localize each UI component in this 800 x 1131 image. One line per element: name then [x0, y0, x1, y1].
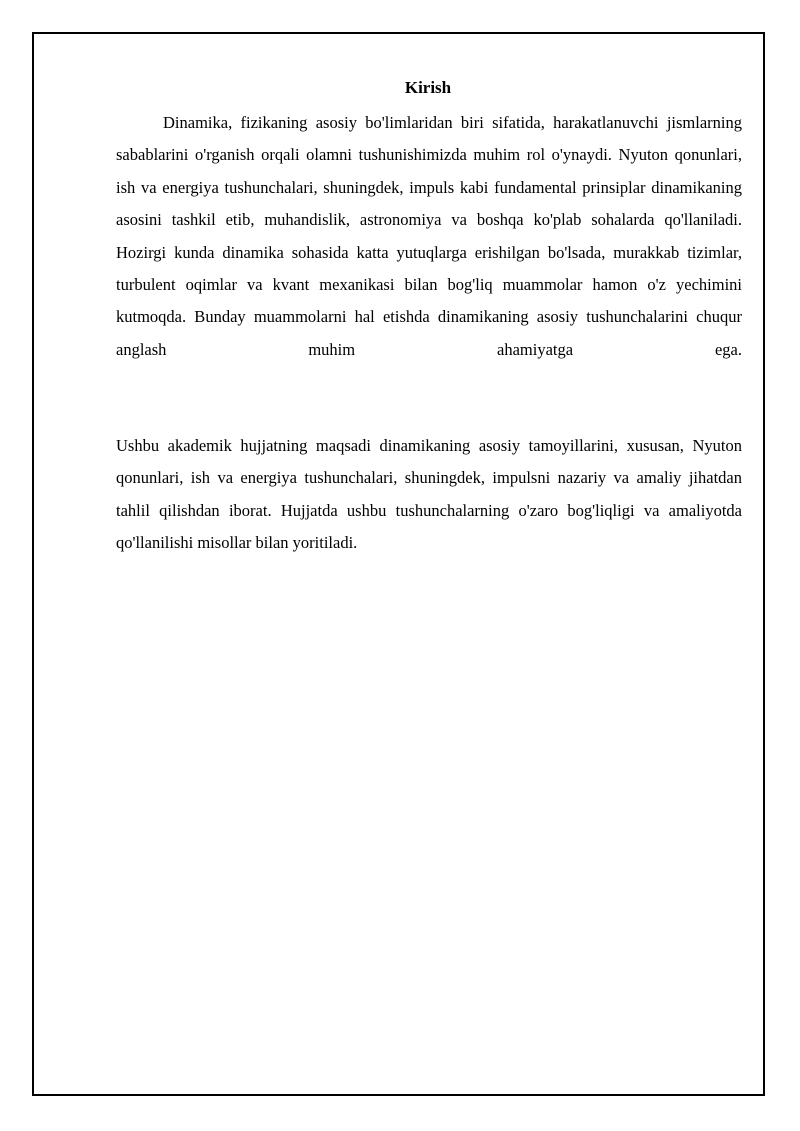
intro-paragraph: Dinamika, fizikaning asosiy bo'limlaridan biri sifatida, harakatlanuvchi jismlarning sabablarini o'rganish orqali olamni tushunishimizda muhim rol o'ynaydi. Nyuton qonunlari, ish va energiya tushunchalari, shuningdek, impuls kabi fundamental prinsiplar dinamikaning asosini tashkil etib, muhandislik, astronomiya va boshqa ko'plab sohalarda qo'llaniladi. Hozirgi kunda dinamika sohasida katta yutuqlarga erishilgan bo'lsada, murakkab tizimlar, turbulent oqimlar va kvant mexanikasi bilan bog'liq muammolar hamon o'z yechimini kutmoqda. Bunday muammolarni hal etishda dinamikaning asosiy tushunchalarini chuqur anglash muhim ahamiyatga ega. [116, 113, 742, 359]
purpose-paragraph: Ushbu akademik hujjatning maqsadi dinamikaning asosiy tamoyillarini, xususan, Nyuton qonunlari, ish va energiya tushunchalari, shuningdek, impulsni nazariy va amaliy jihatdan tahlil qilishdan iborat. Hujjatda ushbu tushunchalarning o'zaro bog'liqligi va amaliyotda qo'llanilishi misollar bilan yoritiladi. [116, 436, 742, 553]
page-heading: Kirish [404, 78, 452, 97]
